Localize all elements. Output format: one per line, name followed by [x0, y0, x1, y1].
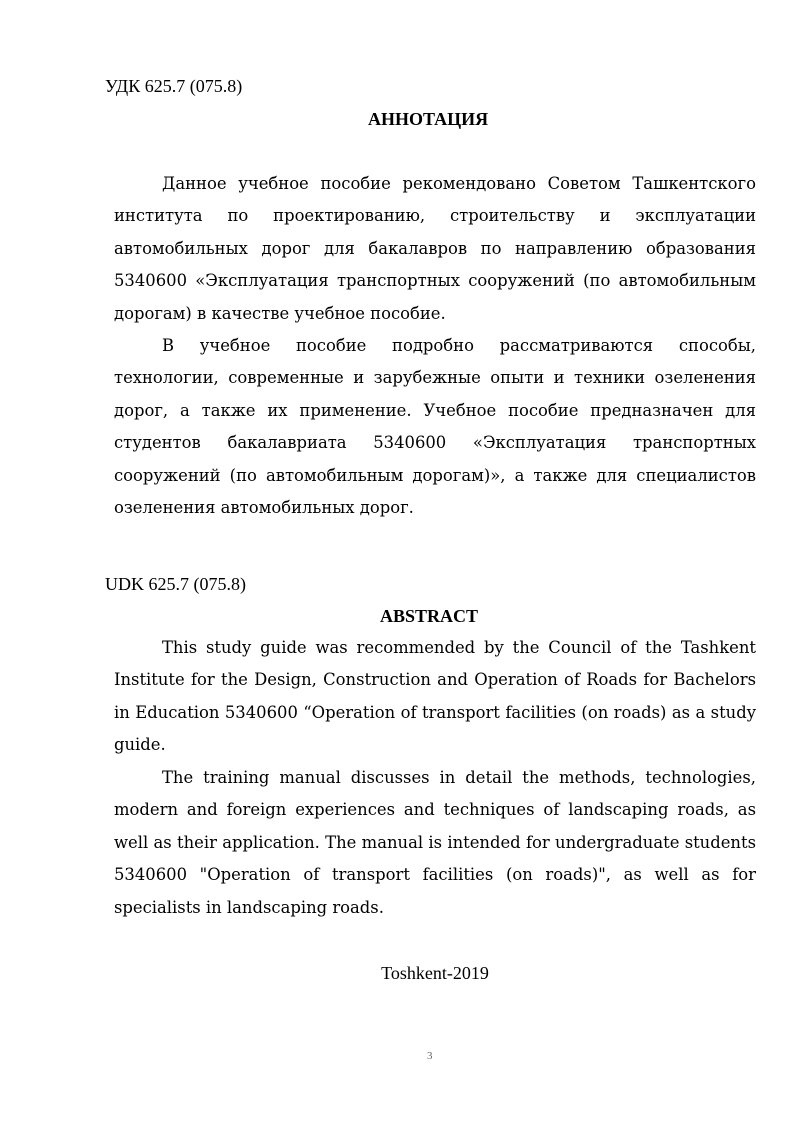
udk-code-ru: УДК 625.7 (075.8) [105, 76, 243, 96]
heading-abstract: ABSTRACT [380, 606, 479, 626]
abstract-paragraph-2: The training manual discusses in detail the methods, technologies, modern and foreign experiences and techniques of landscaping roads, as well as their application. The manual is intended for undergraduate students 5340600 "Operation of transport facilities (on roads)", as well as for specialists in landscaping roads. [114, 768, 756, 917]
city-year: Toshkent-2019 [381, 963, 489, 983]
annotation-paragraph-1: Данное учебное пособие рекомендовано Советом Ташкентского института по проектированию, строительству и эксплуатации автомобильных дорог для бакалавров по направлению образования 5340600 «Эксплуатация транспортных сооружений (по автомобильным дорогам) в качестве учебное пособие. [114, 174, 756, 323]
annotation-paragraph-2: В учебное пособие подробно рассматриваются способы, технологии, современные и зарубежные опыти и техники озеленения дорог, а также их применение. Учебное пособие предназначен для студентов бакалавриата 5340600 «Эксплуатация транспортных сооружений (по автомобильным дорогам)», а также для специалистов озеленения автомобильных дорог. [114, 336, 756, 518]
heading-annotation: АННОТАЦИЯ [368, 109, 489, 129]
abstract-paragraph-1: This study guide was recommended by the Council of the Tashkent Institute for the Design, Construction and Operation of Roads for Bachelors in Education 5340600 “Operation of transport facilities (on roads) as a study guide. [114, 638, 756, 755]
udk-code-en: UDK 625.7 (075.8) [105, 574, 246, 594]
page-number: 3 [427, 1050, 433, 1062]
